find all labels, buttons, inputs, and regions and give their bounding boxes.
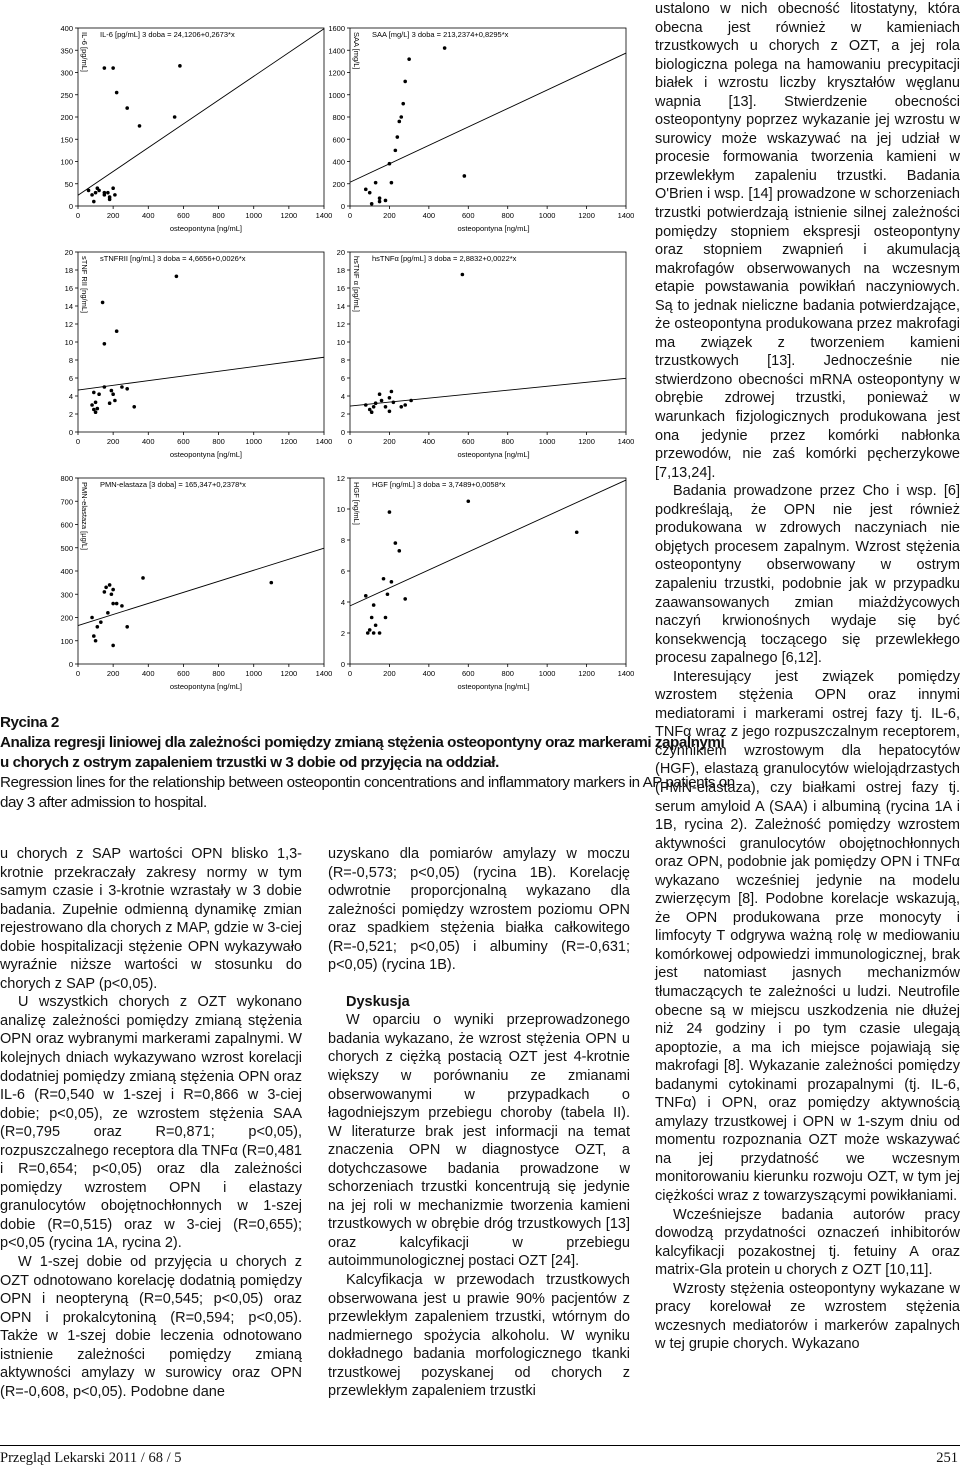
chart-title: IL-6 [pg/mL] 3 doba = 24,1206+0,2673*x: [100, 30, 235, 39]
y-axis-label: sTNF RII [ng/mL]: [80, 256, 89, 314]
data-point: [378, 392, 382, 396]
x-tick-label: 200: [106, 669, 120, 678]
y-axis-label: SAA [mg/L]: [352, 32, 361, 70]
data-point: [103, 385, 107, 389]
caption-title-pl: Analiza regresji liniowej dla zależności pomiędzy zmianą stężenia osteopontyny oraz markerami zapalnymi: [0, 734, 725, 751]
data-point: [384, 405, 388, 409]
y-axis-label: hsTNF α [pg/mL]: [352, 256, 361, 313]
page-footer: [0, 1445, 960, 1466]
data-point: [372, 631, 376, 635]
data-point: [370, 616, 374, 620]
x-tick-label: 1000: [245, 437, 263, 446]
data-point: [111, 644, 115, 648]
x-tick-label: 800: [501, 211, 514, 220]
x-axis-label: osteopontyna [ng/mL]: [457, 224, 530, 233]
paragraph: Kalcyfikacja w przewodach trzustkowych obserwowana jest u prawie 90% pacjentów z przewlekłym zapaleniem trzustki, wtórnym do nadmiernego spożycia alkoholu. W wyniku dokładnego badania morfologicznego tkanki trzustkowej pozyskanej od chorych z przewlekłym zapaleniem trzustki: [328, 1272, 630, 1400]
data-point: [403, 80, 407, 84]
regression-line: [78, 357, 324, 390]
data-point: [397, 549, 401, 553]
y-tick-label: 600: [332, 135, 345, 145]
data-point: [384, 199, 388, 203]
y-tick-label: 400: [60, 567, 73, 576]
x-tick-label: 200: [106, 211, 120, 220]
y-tick-label: 1200: [328, 68, 345, 78]
data-point: [111, 66, 115, 70]
x-tick-label: 1200: [578, 437, 595, 446]
chart-title: hsTNFα [pg/mL] 3 doba = 2,8832+0,0022*x: [372, 254, 517, 263]
data-point: [141, 576, 145, 580]
x-tick-label: 1400: [617, 211, 635, 220]
y-tick-label: 250: [60, 90, 73, 100]
x-tick-label: 1200: [280, 669, 298, 678]
x-tick-label: 600: [462, 211, 475, 220]
plot-frame: [78, 28, 324, 206]
plot-frame: [350, 252, 626, 432]
y-tick-label: 12: [336, 320, 345, 329]
x-axis-label: osteopontyna [ng/mL]: [169, 450, 242, 459]
data-point: [173, 115, 177, 119]
y-axis-label: HGF [ng/mL]: [352, 482, 361, 525]
y-tick-label: 800: [332, 113, 345, 122]
y-tick-label: 8: [340, 536, 345, 545]
paragraph: Badania prowadzone przez Cho i wsp. [6] podkreślają, że OPN nie jest również produkowana w zdrowych naczyniach nie objętych procesem zapalnym. Wzrost stężenia osteopontyny obserwowany w ostrym zapaleniu trzustki, podobnie jak w przypadku zaawansowanych zmian miażdżycowych naczyń krwionośnych wydaje się być konsekwencją toczącego się przewlekłego procesu zapalnego [6,12].: [655, 483, 960, 667]
data-point: [463, 174, 467, 178]
paragraph: u chorych z SAP wartości OPN blisko 1,3-krotnie przekraczały zakresy normy w tym samym czasie i 3-krotnie wzrastały w 3 dobie badania. Zupełnie odmienną dynamikę zmian rejestrowano dla chorych z MAP, gdzie w 3-ciej dobie hospitalizacji stężenie OPN wykazywało wyraźnie niższe wartości w stosunku do chorych z SAP (p<0,05).: [0, 846, 302, 992]
x-tick-label: 1400: [617, 437, 635, 446]
data-point: [443, 46, 447, 50]
y-tick-label: 6: [340, 567, 345, 576]
data-point: [390, 580, 394, 584]
x-tick-label: 200: [106, 437, 120, 446]
data-point: [378, 196, 382, 200]
data-point: [111, 588, 115, 592]
y-tick-label: 150: [60, 135, 73, 145]
data-point: [120, 604, 124, 608]
data-point: [103, 590, 107, 594]
x-tick-label: 600: [177, 211, 190, 220]
data-point: [104, 585, 108, 589]
y-tick-label: 1000: [328, 90, 345, 100]
data-point: [94, 639, 98, 643]
data-point: [115, 602, 119, 606]
data-point: [90, 616, 94, 620]
x-tick-label: 600: [177, 669, 190, 678]
x-tick-label: 800: [212, 211, 225, 220]
x-axis-label: osteopontyna [ng/mL]: [457, 682, 530, 691]
y-tick-label: 6: [68, 374, 73, 383]
data-point: [90, 193, 94, 197]
y-tick-label: 16: [64, 284, 73, 293]
x-tick-label: 1200: [280, 211, 298, 220]
data-point: [113, 193, 117, 197]
x-axis-label: osteopontyna [ng/mL]: [457, 450, 530, 459]
paragraph: ustalono w nich obecność litostatyny, która obecna jest również w kamieniach trzustkowych u chorych z OZT, a jej rola biologiczna polega na hamowaniu precypitacji białek i wzrostu liczby kryształów węglanu wapnia [13]. Stwierdzenie obecności osteopontyny poprzez wykazanie jej wzrostu w surowicy może wskazywać na jej udział w procesie formowania tworzenia kamieni w przewlekłym zapaleniu trzustki. Badania O'Brien i wsp. [14] prowadzone w schorzeniach trzustki potwierdzają istnienie silnej zależności pomiędzy stopniem ekspresji osteopontyny oraz stopniem zwapnień i akumulacją makrofagów obserwowanych na wczesnym etapie powstawania powikłań naczyniowych. Są to jednak nieliczne badania potwierdzające, że osteopontyna produkowana przez makrofagi ma związek z tworzeniem kamieni trzustkowych [13]. Jednocześnie nie stwierdzono obecności mRNA osteopontyny w obrębie zdrowej trzustki, ponieważ w warunkach fizjologicznych produkowana jest ona jedynie przez komórki nabłonka przewodów, nie zaś komórki pęcherzykowe [7,13,24].: [655, 1, 960, 481]
y-tick-label: 100: [60, 636, 73, 646]
data-point: [269, 581, 273, 585]
chart-title: sTNFRII [ng/mL] 3 doba = 4,6656+0,0026*x: [100, 254, 246, 263]
data-point: [94, 191, 98, 195]
x-tick-label: 400: [422, 669, 436, 678]
journal-citation: Przegląd Lekarski 2011 / 68 / 5: [0, 1450, 182, 1466]
column-middle: [328, 845, 630, 1401]
x-tick-label: 800: [212, 437, 225, 446]
y-tick-label: 10: [336, 505, 345, 514]
data-point: [111, 186, 115, 190]
chart-il6: [50, 18, 353, 242]
x-tick-label: 0: [75, 437, 81, 446]
column-right: [655, 0, 960, 1354]
x-tick-label: 0: [75, 669, 81, 678]
x-tick-label: 1400: [315, 211, 333, 220]
y-tick-label: 6: [340, 374, 345, 383]
data-point: [390, 181, 394, 185]
data-point: [399, 115, 403, 119]
x-tick-label: 1000: [538, 669, 556, 678]
chart-pmn: [50, 468, 353, 700]
y-tick-label: 12: [64, 320, 73, 329]
y-tick-label: 50: [64, 179, 73, 189]
paragraph: Wzrosty stężenia osteopontyny wykazane w pracy korelował ze wzrostem stężenia wczesnych mediatorów i markerów zapalnych w tej grupie chorych. Wykazano: [655, 1280, 960, 1353]
x-tick-label: 600: [462, 669, 475, 678]
data-point: [399, 405, 403, 409]
y-axis-label: PMN-elastaza [µg/L]: [80, 482, 89, 551]
data-point: [113, 399, 117, 403]
y-tick-label: 14: [64, 302, 73, 311]
plot-frame: [350, 28, 626, 206]
x-tick-label: 400: [142, 437, 155, 446]
y-tick-label: 200: [332, 179, 345, 189]
y-tick-label: 300: [60, 590, 73, 600]
chart-title: HGF [ng/mL] 3 doba = 3,7489+0,0058*x: [372, 480, 506, 489]
y-tick-label: 0: [68, 428, 73, 437]
data-point: [115, 91, 119, 95]
y-tick-label: 20: [64, 248, 73, 257]
paragraph: U wszystkich chorych z OZT wykonano analizę zależności pomiędzy zmianą stężenia OPN oraz wybranymi markerami zapalnymi. W kolejnych dniach wykazywano wzrost korelacji dodatniej pomiędzy zmianą stężenia OPN oraz IL-6 (R=0,540 w 1-szej i R=0,866 w 3-ciej dobie; p<0,05), ze wzrostem stężenia SAA (R=0,795 oraz R=0,871; p<0,05), rozpuszczalnego receptora dla TNFα (R=0,481 i R=0,654; p<0,05) oraz dla zależności pomiędzy wzrostem OPN i elastazy granulocytów obojętnochłonnych w 1-szej dobie (R=0,515) oraz w 3-ciej (R=0,655); p<0,05 (rycina 1A, rycina 2).: [0, 994, 302, 1252]
data-point: [575, 530, 579, 534]
data-point: [364, 403, 368, 407]
data-point: [103, 342, 107, 346]
data-point: [372, 603, 376, 607]
data-point: [132, 405, 136, 409]
data-point: [125, 106, 129, 110]
y-tick-label: 20: [336, 248, 345, 257]
y-tick-label: 1400: [328, 46, 345, 56]
caption-title-en-2: day 3 after admission to hospital.: [0, 794, 207, 811]
data-point: [103, 66, 107, 70]
data-point: [87, 189, 91, 193]
y-tick-label: 200: [60, 113, 73, 122]
y-tick-label: 0: [340, 660, 345, 669]
x-tick-label: 1000: [245, 211, 263, 220]
paragraph: Wcześniejsze badania autorów pracy dowodzą przydatności oznaczeń inhibitorów kalcyfikacji pozakostnej tj. fetuiny A oraz matrix-Gla protein u chorych z OZT [10,11].: [655, 1206, 960, 1279]
x-tick-label: 1400: [617, 669, 635, 678]
data-point: [396, 135, 400, 139]
data-point: [101, 301, 105, 305]
x-axis-label: osteopontyna [ng/mL]: [169, 682, 242, 691]
chart-stnfrii: [50, 242, 353, 468]
plot-frame: [350, 478, 626, 664]
data-point: [409, 399, 413, 403]
data-point: [111, 392, 115, 396]
data-point: [115, 329, 119, 333]
y-tick-label: 600: [60, 520, 73, 530]
data-point: [374, 401, 378, 405]
data-point: [92, 200, 96, 204]
x-tick-label: 0: [347, 211, 353, 220]
data-point: [108, 401, 112, 405]
data-point: [108, 198, 112, 202]
plot-frame: [78, 252, 324, 432]
data-point: [96, 625, 100, 629]
y-tick-label: 0: [340, 202, 345, 211]
data-point: [97, 392, 101, 396]
x-tick-label: 1000: [538, 437, 556, 446]
data-point: [390, 390, 394, 394]
y-tick-label: 1600: [328, 24, 345, 33]
data-point: [96, 407, 100, 411]
y-tick-label: 500: [60, 543, 73, 553]
data-point: [401, 102, 405, 106]
data-point: [384, 616, 388, 620]
data-point: [178, 64, 182, 68]
chart-saa: [322, 18, 652, 242]
chart-title: SAA [mg/L] 3 doba = 213,2374+0,8295*x: [372, 30, 509, 39]
caption-label: Rycina 2: [0, 714, 59, 731]
y-tick-label: 2: [340, 410, 345, 419]
data-point: [94, 401, 98, 405]
data-point: [382, 577, 386, 581]
x-tick-label: 0: [347, 437, 353, 446]
paragraph: W oparciu o wyniki przeprowadzonego badania wykazano, że wzrost stężenia OPN u chorych z ciężką postacią OZT jest 4-krotnie większy w porównaniu ze zmianami obserwowanymi w przypadkach o łagodniejszym przebiegu choroby (tabela II). W literaturze brak jest informacji na temat znaczenia OPN w diagnostyce OZT, a dotychczasowe badania prowadzone w schorzeniach trzustki koncentrują się jedynie na jej roli w mechanizmie tworzenia kamieni trzustkowych w obrębie dróg trzustkowych [13] oraz kalcyfikacji w przebiegu autoimmunologicznej postaci OZT [24].: [328, 1012, 630, 1270]
data-point: [106, 611, 110, 615]
data-point: [366, 631, 370, 635]
column-left: [0, 845, 302, 1401]
data-point: [403, 597, 407, 601]
x-tick-label: 400: [422, 437, 436, 446]
regression-line: [78, 29, 324, 196]
y-tick-label: 10: [64, 338, 73, 347]
data-point: [364, 188, 368, 192]
y-tick-label: 8: [68, 356, 73, 365]
y-tick-label: 700: [60, 497, 73, 507]
y-tick-label: 300: [60, 68, 73, 78]
x-tick-label: 1200: [280, 437, 298, 446]
data-point: [175, 275, 179, 279]
data-point: [388, 396, 392, 400]
data-point: [90, 403, 94, 407]
data-point: [386, 592, 390, 596]
x-tick-label: 1000: [245, 669, 263, 678]
caption-title-en: Regression lines for the relationship between osteopontin concentrations and inflammatory markers in AP patients on: [0, 774, 735, 791]
x-tick-label: 1400: [315, 437, 333, 446]
y-tick-label: 0: [68, 202, 73, 211]
x-tick-label: 0: [347, 669, 353, 678]
data-point: [370, 202, 374, 206]
y-tick-label: 12: [336, 474, 345, 483]
data-point: [397, 120, 401, 124]
paragraph: Interesujący jest związek pomiędzy wzrostem stężenia OPN oraz innymi mediatorami i markerami ostrej fazy tj. IL-6, TNFα wraz z jego rozpuszczalnym receptorem, czynnikiem wzrostowym dla hepatocytów (HGF), elastazą granulocytów wielojądrzastych (PMN-elastaza), czy białkami ostrej fazy tj. serum amyloid A (SAA) i albuminą (rycina 1A i 1B, rycina 2). Zależność pomiędzy wzrostem aktywności granulocytów obojętnochłonnych oraz OPN, podobnie jak pomiędzy OPN i TNFα wykazano wcześniej jedynie na modelu zwierzęcym [8]. Podobne korelacje wskazują, że OPN produkowana prze monocyty i limfocyty T odgrywa ważną rolę w mediowaniu komórkowej odpowiedzi immunologicznej, brak jest natomiast jasnych mechanizmów tłumaczących te zależności u ludzi. Neutrofile obecne są w miejscu uszkodzenia nie dłużej niż 24 godziny i po tym czasie ulegają apoptozie, a ma ich miejsce pojawiają się makrofagi [8]. Wykazanie zależności pomiędzy badanymi cytokinami prozapalnymi (tj. IL-6, TNFα) i OPN, oraz pomiędzy aktywnością amylazy trzustkowej i OPN w 1-szym dniu od momentu rozpoznania OZT może wskazywać na jej przydatność we wczesnym monitorowaniu kierunku rozwoju OZT, w tym jej ciężkości wraz z towarzyszącymi powikłaniami.: [655, 668, 960, 1204]
plot-frame: [78, 478, 324, 664]
data-point: [370, 410, 374, 414]
y-tick-label: 400: [60, 24, 73, 33]
data-point: [407, 57, 411, 61]
data-point: [99, 620, 103, 624]
data-point: [388, 410, 392, 414]
x-tick-label: 1200: [578, 669, 595, 678]
x-tick-label: 400: [422, 211, 436, 220]
y-tick-label: 350: [60, 46, 73, 56]
y-tick-label: 10: [336, 338, 345, 347]
data-point: [92, 391, 96, 395]
regression-line: [78, 548, 324, 625]
y-tick-label: 400: [332, 157, 345, 167]
data-point: [374, 181, 378, 185]
x-tick-label: 400: [142, 669, 155, 678]
x-tick-label: 400: [142, 211, 155, 220]
caption-title-pl-2: u chorych z ostrym zapaleniem trzustki w 3 dobie od przyjęcia na oddział.: [0, 754, 499, 771]
data-point: [461, 273, 465, 277]
y-tick-label: 0: [340, 428, 345, 437]
y-tick-label: 2: [340, 629, 345, 638]
data-point: [388, 162, 392, 166]
x-tick-label: 600: [462, 437, 475, 446]
data-point: [466, 499, 470, 503]
data-point: [392, 401, 396, 405]
regression-line: [350, 480, 626, 606]
y-tick-label: 200: [60, 613, 73, 623]
x-axis-label: osteopontyna [ng/mL]: [169, 224, 242, 233]
data-point: [138, 124, 142, 128]
chart-hstnfa: [322, 242, 652, 468]
x-tick-label: 1200: [578, 211, 595, 220]
y-tick-label: 4: [340, 392, 345, 401]
chart-title: PMN-elastaza [3 doba] = 165,347+0,2378*x: [100, 480, 246, 489]
y-tick-label: 100: [60, 157, 73, 167]
y-axis-label: IL-6 [pg/mL]: [80, 32, 89, 73]
y-tick-label: 4: [68, 392, 73, 401]
data-point: [394, 149, 398, 153]
data-point: [97, 189, 101, 193]
x-tick-label: 1000: [538, 211, 556, 220]
x-tick-label: 200: [383, 669, 396, 678]
data-point: [368, 628, 372, 632]
data-point: [378, 200, 382, 204]
data-point: [125, 387, 129, 391]
data-point: [403, 403, 407, 407]
y-tick-label: 0: [68, 660, 73, 669]
chart-hgf: [322, 468, 652, 700]
x-tick-label: 800: [501, 437, 514, 446]
data-point: [364, 594, 368, 598]
paragraph: uzyskano dla pomiarów amylazy w moczu (R=-0,573; p<0,05) (rycina 1B). Korelację odwrotnie proporcjonalną wykazano dla zależności pomiędzy wzrostem poziomu OPN oraz spadkiem stężenia białka całkowitego (R=-0,521; p<0,05) i albuminy (R=-0,631; p<0,05) (rycina 1B).: [328, 846, 630, 974]
data-point: [380, 399, 384, 403]
data-point: [111, 602, 115, 606]
data-point: [394, 541, 398, 545]
data-point: [125, 625, 129, 629]
data-point: [92, 634, 96, 638]
data-point: [388, 510, 392, 514]
data-point: [368, 191, 372, 195]
data-point: [372, 405, 376, 409]
x-tick-label: 200: [383, 211, 396, 220]
y-tick-label: 2: [68, 410, 73, 419]
figure-rycina-2: [0, 0, 651, 705]
y-tick-label: 14: [336, 302, 345, 311]
page-number: 251: [936, 1450, 958, 1466]
data-point: [110, 592, 114, 596]
y-tick-label: 4: [340, 598, 345, 607]
y-tick-label: 8: [340, 356, 345, 365]
y-tick-label: 800: [60, 474, 73, 483]
x-tick-label: 800: [212, 669, 225, 678]
y-tick-label: 18: [336, 266, 345, 275]
data-point: [106, 191, 110, 195]
data-point: [374, 623, 378, 627]
x-tick-label: 0: [75, 211, 81, 220]
section-heading-dyskusja: Dyskusja: [346, 993, 410, 1010]
x-tick-label: 800: [501, 669, 514, 678]
x-tick-label: 600: [177, 437, 190, 446]
paragraph: W 1-szej dobie od przyjęcia u chorych z OZT odnotowano korelację dodatnią pomiędzy OPN i neopteryną (R=0,545; p<0,05) oraz OPN i prokalcytoniną (R=0,594; p<0,05). Także w 1-szej dobie leczenia odnotowano istnienie zależności pomiędzy zmianą aktywności amylazy w surowicy oraz OPN (R=-0,608, p<0,05). Podobne dane: [0, 1254, 302, 1400]
y-tick-label: 16: [336, 284, 345, 293]
y-tick-label: 18: [64, 266, 73, 275]
data-point: [108, 583, 112, 587]
x-tick-label: 1400: [315, 669, 333, 678]
data-point: [120, 385, 124, 389]
data-point: [378, 631, 382, 635]
x-tick-label: 200: [383, 437, 396, 446]
regression-line: [350, 53, 626, 182]
data-point: [94, 410, 98, 414]
data-point: [103, 191, 107, 195]
figure-caption: [0, 713, 735, 813]
data-point: [110, 389, 114, 393]
